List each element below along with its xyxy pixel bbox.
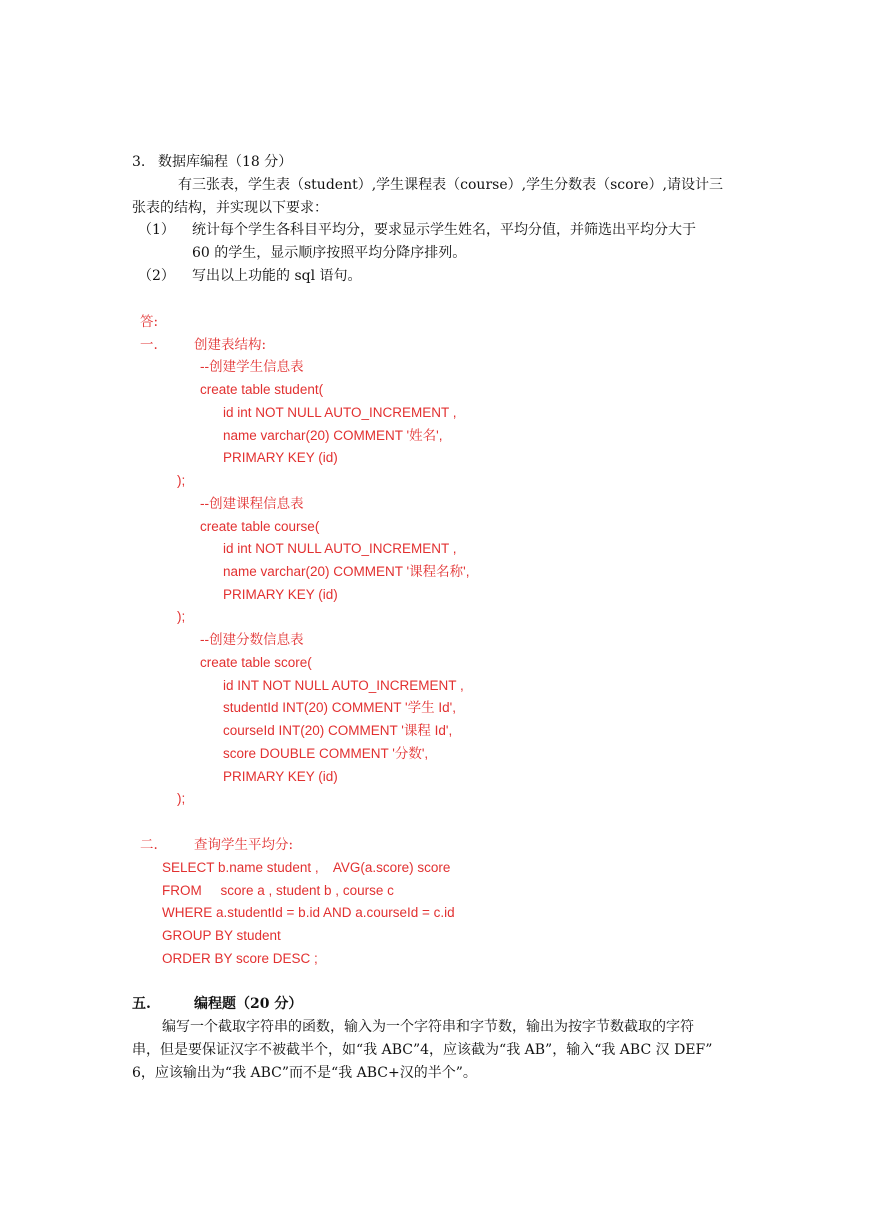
score-col-score: score DOUBLE COMMENT '分数', bbox=[223, 746, 429, 761]
answer-label: 答: bbox=[140, 314, 159, 330]
score-col-id: id INT NOT NULL AUTO_INCREMENT , bbox=[223, 678, 464, 693]
requirement1-number: （1） bbox=[138, 222, 175, 238]
course-col-name: name varchar(20) COMMENT '课程名称', bbox=[223, 564, 470, 579]
sql-where-clause: WHERE a.studentId = b.id AND a.courseId = c.id bbox=[162, 905, 455, 920]
score-col-courseid: courseId INT(20) COMMENT '课程 Id', bbox=[223, 723, 453, 738]
score-primary-key: PRIMARY KEY (id) bbox=[223, 769, 338, 784]
sql-order-clause: ORDER BY score DESC ; bbox=[162, 951, 318, 966]
score-create-end: ); bbox=[177, 791, 186, 806]
student-col-name: name varchar(20) COMMENT '姓名', bbox=[223, 428, 443, 443]
course-col-id: id int NOT NULL AUTO_INCREMENT , bbox=[223, 541, 457, 556]
requirement1-line2: 60 的学生，显示顺序按照平均分降序排列。 bbox=[192, 245, 467, 261]
requirement1-line1: 统计每个学生各科目平均分，要求显示学生姓名，平均分值，并筛选出平均分大于 bbox=[192, 222, 696, 238]
score-col-studentid: studentId INT(20) COMMENT '学生 Id', bbox=[223, 700, 456, 715]
question3-intro-line2: 张表的结构，并实现以下要求： bbox=[132, 200, 328, 216]
score-create-stmt: create table score( bbox=[200, 655, 312, 670]
score-table-comment: --创建分数信息表 bbox=[200, 632, 304, 648]
answer-part2-title: 查询学生平均分: bbox=[194, 837, 294, 853]
answer-part2-number: 二. bbox=[140, 837, 158, 853]
student-table-comment: --创建学生信息表 bbox=[200, 359, 304, 375]
student-create-end: ); bbox=[177, 473, 186, 488]
course-primary-key: PRIMARY KEY (id) bbox=[223, 587, 338, 602]
student-col-id: id int NOT NULL AUTO_INCREMENT , bbox=[223, 405, 457, 420]
student-create-stmt: create table student( bbox=[200, 382, 324, 397]
student-primary-key: PRIMARY KEY (id) bbox=[223, 450, 338, 465]
question3-intro-line1: 有三张表，学生表（student）,学生课程表（course）,学生分数表（score）,请设计三 bbox=[178, 177, 723, 193]
question3-title: 数据库编程（18 分） bbox=[158, 154, 293, 170]
sql-select-clause: SELECT b.name student , AVG(a.score) score bbox=[162, 860, 451, 875]
question5-title: 编程题（20 分） bbox=[194, 996, 303, 1012]
sql-from-clause: FROM score a , student b , course c bbox=[162, 883, 394, 898]
course-table-comment: --创建课程信息表 bbox=[200, 496, 304, 512]
requirement2-number: （2） bbox=[138, 268, 175, 284]
question5-body-line1: 编写一个截取字符串的函数，输入为一个字符串和字节数，输出为按字节数截取的字符 bbox=[162, 1019, 694, 1035]
answer-part1-number: 一. bbox=[140, 337, 158, 353]
answer-part1-title: 创建表结构: bbox=[194, 337, 267, 353]
question5-number: 五. bbox=[132, 996, 151, 1012]
sql-group-clause: GROUP BY student bbox=[162, 928, 281, 943]
question5-body-line3: 6，应该输出为“我 ABC”而不是“我 ABC+汉的半个”。 bbox=[132, 1065, 477, 1081]
question3-number: 3. bbox=[132, 154, 146, 170]
requirement2-text: 写出以上功能的 sql 语句。 bbox=[192, 268, 362, 284]
course-create-stmt: create table course( bbox=[200, 519, 320, 534]
question5-body-line2: 串，但是要保证汉字不被截半个，如“我 ABC”4，应该截为“我 AB”，输入“我 ABC 汉 DEF” bbox=[132, 1042, 713, 1058]
course-create-end: ); bbox=[177, 609, 186, 624]
